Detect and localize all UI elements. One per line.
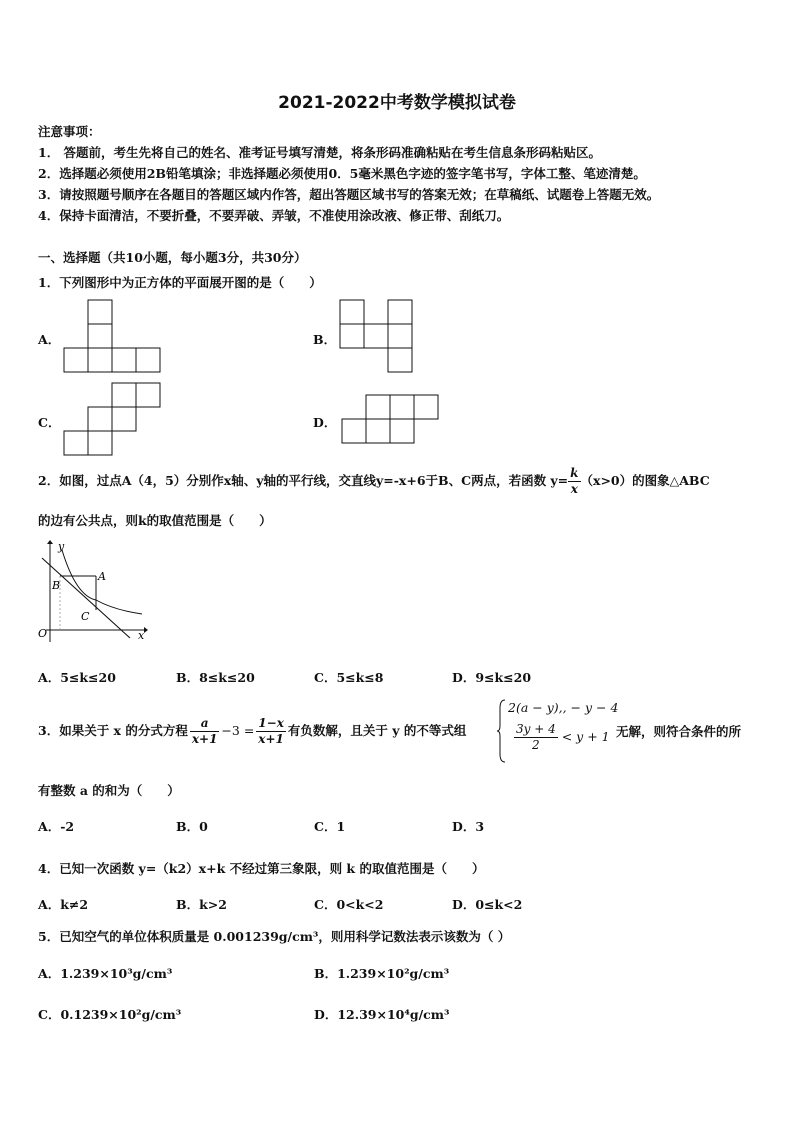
q5-option-a: A．1.239×10³g/cm³	[38, 966, 173, 981]
q3-f2-num: 1−x	[258, 716, 284, 730]
exam-title: 2021-2022中考数学模拟试卷	[278, 93, 516, 113]
q2-option-d: D．9≤k≤20	[452, 670, 532, 685]
q2-stem-part2: （x>0）的图象△ABC	[580, 473, 710, 488]
q3-option-a: A．-2	[38, 819, 75, 834]
q2-fraction	[568, 466, 580, 497]
q5-option-b: B．1.239×10²g/cm³	[314, 966, 450, 981]
q2-option-c: C．5≤k≤8	[314, 670, 384, 685]
q2-stem-line2: 的边有公共点，则k的取值范围是（ ）	[38, 513, 272, 528]
q5-option-c: C．0.1239×10²g/cm³	[38, 1007, 182, 1022]
q2-figure	[36, 538, 148, 644]
q1-stem: 1．下列图形中为正方体的平面展开图的是（ ）	[38, 275, 322, 290]
notice-item-2: 2．选择题必须使用2B铅笔填涂；非选择题必须使用0．5毫米黑色字迹的签字笔书写，字体工整、笔迹清楚。	[38, 166, 646, 181]
q1-option-a-label: A．	[38, 332, 61, 347]
q3-stem-line2: 有整数 a 的和为（ ）	[38, 783, 180, 798]
q2-option-b: B．8≤k≤20	[176, 670, 255, 685]
q2-fig-point-b: B	[52, 579, 61, 592]
q4-option-c: C．0<k<2	[314, 897, 384, 912]
q5-stem: 5．已知空气的单位体积质量是 0.001239g/cm³，则用科学记数法表示该数为（ ）	[38, 929, 511, 944]
q3-line1	[38, 714, 466, 748]
q5-option-d: D．12.39×10⁴g/cm³	[314, 1007, 450, 1022]
q2-fig-x-label: x	[138, 629, 145, 642]
q3-system-line2	[514, 722, 610, 753]
q3-system-line2-rest: < y + 1	[561, 729, 610, 744]
q3-stem-part1: 3．如果关于 x 的分式方程	[38, 723, 188, 738]
q3-f2-den: x+1	[258, 732, 284, 746]
q3-sys-num: 3y + 4	[516, 722, 556, 736]
section-heading: 一、选择题（共10小题，每小题3分，共30分）	[38, 250, 307, 265]
q4-stem: 4．已知一次函数 y=（k2）x+k 不经过第三象限，则 k 的取值范围是（ ）	[38, 861, 485, 876]
q2-fig-y-label: y	[58, 540, 65, 553]
q3-f1-num: a	[190, 716, 220, 732]
q3-fraction-2	[256, 716, 286, 747]
q2-line1	[38, 466, 710, 497]
q4-option-b: B．k>2	[176, 897, 227, 912]
q3-stem-part2: 有负数解，且关于 y 的不等式组	[287, 723, 467, 738]
q4-option-a: A．k≠2	[38, 897, 89, 912]
q3-system-brace	[497, 698, 507, 764]
notice-heading: 注意事项：	[38, 124, 101, 139]
q2-frac-den: x	[570, 482, 578, 496]
notice-item-1: 1． 答题前，考生先将自己的姓名、准考证号填写清楚，将条形码准确粘贴在考生信息条形码粘贴区。	[38, 145, 602, 160]
q2-fig-point-a: A	[98, 570, 106, 583]
q3-option-c: C．1	[314, 819, 346, 834]
q2-frac-num: k	[570, 466, 579, 480]
q3-fraction-1	[190, 716, 220, 747]
q2-stem-part1: 2．如图，过点A（4，5）分别作x轴、y轴的平行线，交直线y=-x+6于B、C两点，若函数 y=	[38, 473, 569, 488]
q4-option-d: D．0≤k<2	[452, 897, 523, 912]
q1-figure-c	[60, 381, 170, 457]
q1-figure-a	[60, 298, 170, 374]
q3-option-d: D．3	[452, 819, 485, 834]
q1-option-d-label: D．	[313, 415, 337, 430]
notice-item-3: 3．请按照题号顺序在各题目的答题区域内作答，超出答题区域书写的答案无效；在草稿纸、试题卷上答题无效。	[38, 187, 660, 202]
q1-figure-b	[338, 298, 418, 374]
q3-stem-tail: 无解，则符合条件的所	[616, 724, 742, 739]
q3-f1-den: x+1	[191, 732, 218, 746]
notice-item-4: 4．保持卡面清洁，不要折叠，不要弄破、弄皱，不准使用涂改液、修正带、刮纸刀。	[38, 208, 510, 223]
q3-option-b: B．0	[176, 819, 208, 834]
q1-figure-d	[340, 393, 444, 447]
q1-option-c-label: C．	[38, 415, 61, 430]
q2-fig-origin-label: O	[38, 627, 48, 640]
q2-fig-point-c: C	[81, 610, 90, 623]
q3-sys-den: 2	[532, 738, 540, 752]
q3-system-fraction	[514, 722, 558, 753]
q3-system-line1: 2(a − y),, − y − 4	[508, 700, 619, 715]
q2-option-a: A．5≤k≤20	[38, 670, 116, 685]
q3-equation-middle: −3 =	[221, 723, 255, 738]
q1-option-b-label: B．	[313, 332, 337, 347]
